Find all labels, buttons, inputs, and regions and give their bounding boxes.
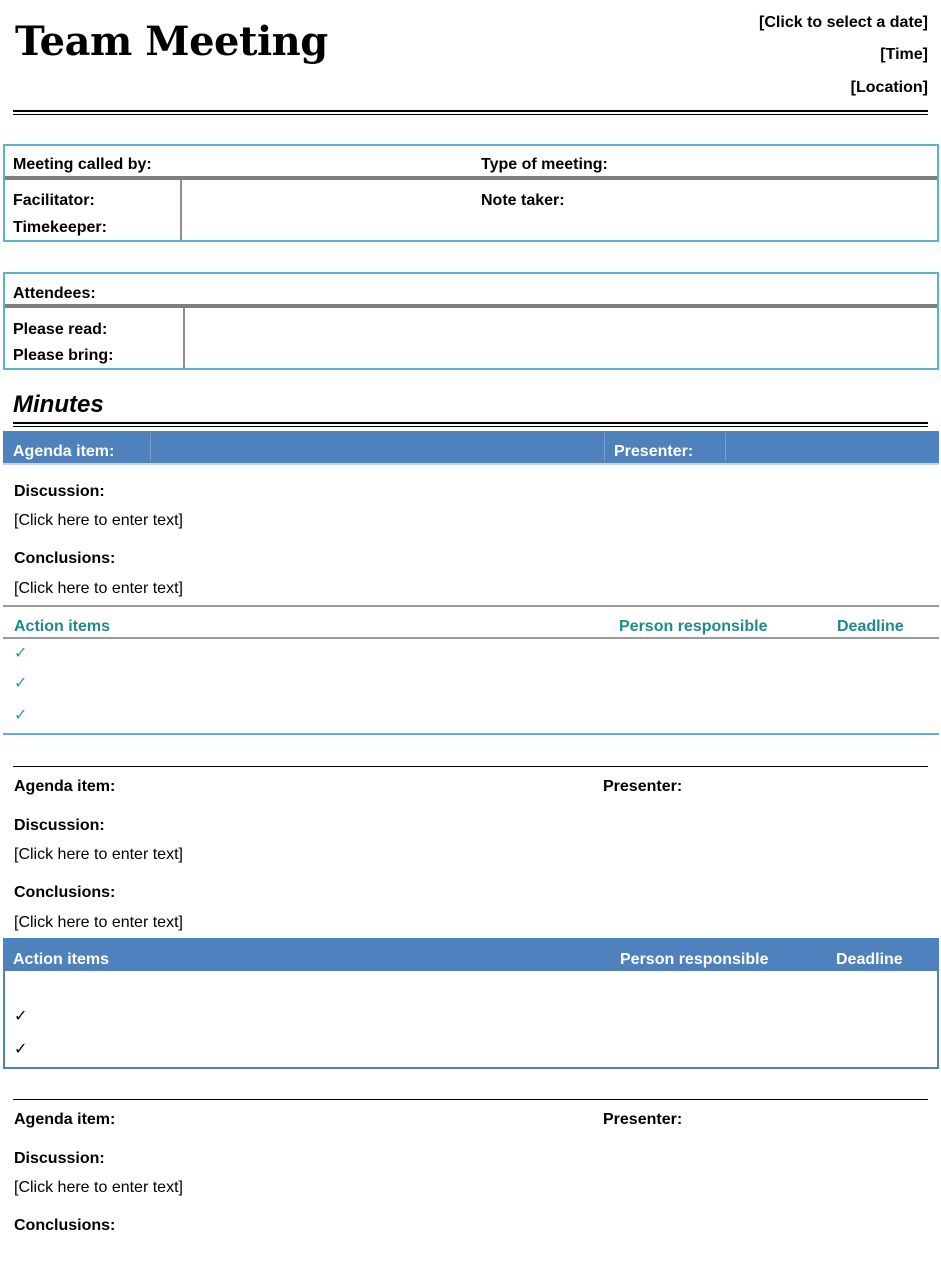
discussion-text-2[interactable]: [Click here to enter text] (14, 846, 183, 863)
person-responsible-label-2: Person responsible (620, 951, 769, 968)
note-taker-label: Note taker: (481, 192, 565, 209)
action-items-bottom-border-1 (3, 733, 939, 735)
discussion-text-3[interactable]: [Click here to enter text] (14, 1179, 183, 1196)
checkmark-icon: ✓ (14, 1008, 28, 1025)
conclusions-label-2: Conclusions: (14, 884, 116, 901)
agenda-divider-2 (13, 766, 928, 767)
meeting-called-by-label: Meeting called by: (13, 156, 152, 173)
please-read-label: Please read: (13, 321, 108, 338)
location-field[interactable]: [Location] (850, 79, 928, 96)
agenda-item-label-2: Agenda item: (14, 778, 116, 795)
agenda-header-cell-divider (604, 433, 605, 461)
presenter-label-1: Presenter: (614, 443, 694, 460)
header-divider (13, 110, 928, 115)
minutes-heading: Minutes (13, 391, 104, 418)
conclusions-label-1: Conclusions: (14, 550, 116, 567)
attendees-table (3, 272, 939, 370)
timekeeper-label: Timekeeper: (13, 219, 107, 236)
please-bring-label: Please bring: (13, 347, 114, 364)
person-responsible-label-1: Person responsible (619, 618, 768, 635)
agenda-item-label-3: Agenda item: (14, 1111, 116, 1128)
discussion-text-1[interactable]: [Click here to enter text] (14, 512, 183, 529)
checkmark-icon: ✓ (14, 1041, 28, 1058)
action-items-header-bar-2 (3, 938, 939, 971)
checkmark-icon: ✓ (14, 675, 28, 692)
info-table-column-divider (180, 180, 182, 240)
checkmark-icon: ✓ (14, 707, 28, 724)
discussion-label-2: Discussion: (14, 817, 105, 834)
deadline-label-1: Deadline (837, 618, 904, 635)
action-items-top-border-1 (3, 605, 939, 607)
action-items-label-1: Action items (14, 618, 111, 635)
agenda-header-cell-divider (725, 433, 726, 461)
conclusions-label-3: Conclusions: (14, 1217, 116, 1234)
presenter-label-3: Presenter: (603, 1111, 683, 1128)
page-title: Team Meeting (15, 18, 328, 65)
facilitator-label: Facilitator: (13, 192, 95, 209)
agenda-item-label-1: Agenda item: (13, 443, 115, 460)
attendees-label: Attendees: (13, 285, 96, 302)
info-table-separator (5, 176, 937, 180)
date-field[interactable]: [Click to select a date] (759, 14, 928, 31)
checkmark-icon: ✓ (14, 645, 28, 662)
conclusions-text-2[interactable]: [Click here to enter text] (14, 914, 183, 931)
presenter-label-2: Presenter: (603, 778, 683, 795)
agenda-header-cell-divider (150, 433, 151, 461)
time-field[interactable]: [Time] (880, 46, 928, 63)
agenda-divider-3 (13, 1099, 928, 1100)
discussion-label-3: Discussion: (14, 1150, 105, 1167)
agenda-header-bar-1 (3, 431, 939, 465)
conclusions-text-1[interactable]: [Click here to enter text] (14, 580, 183, 597)
attendees-table-separator (5, 304, 937, 308)
discussion-label-1: Discussion: (14, 483, 105, 500)
deadline-label-2: Deadline (836, 951, 903, 968)
minutes-divider (13, 422, 928, 427)
type-of-meeting-label: Type of meeting: (481, 156, 608, 173)
action-items-header-border-1 (3, 637, 939, 639)
attendees-table-column-divider (183, 308, 185, 368)
action-items-label-2: Action items (13, 951, 110, 968)
